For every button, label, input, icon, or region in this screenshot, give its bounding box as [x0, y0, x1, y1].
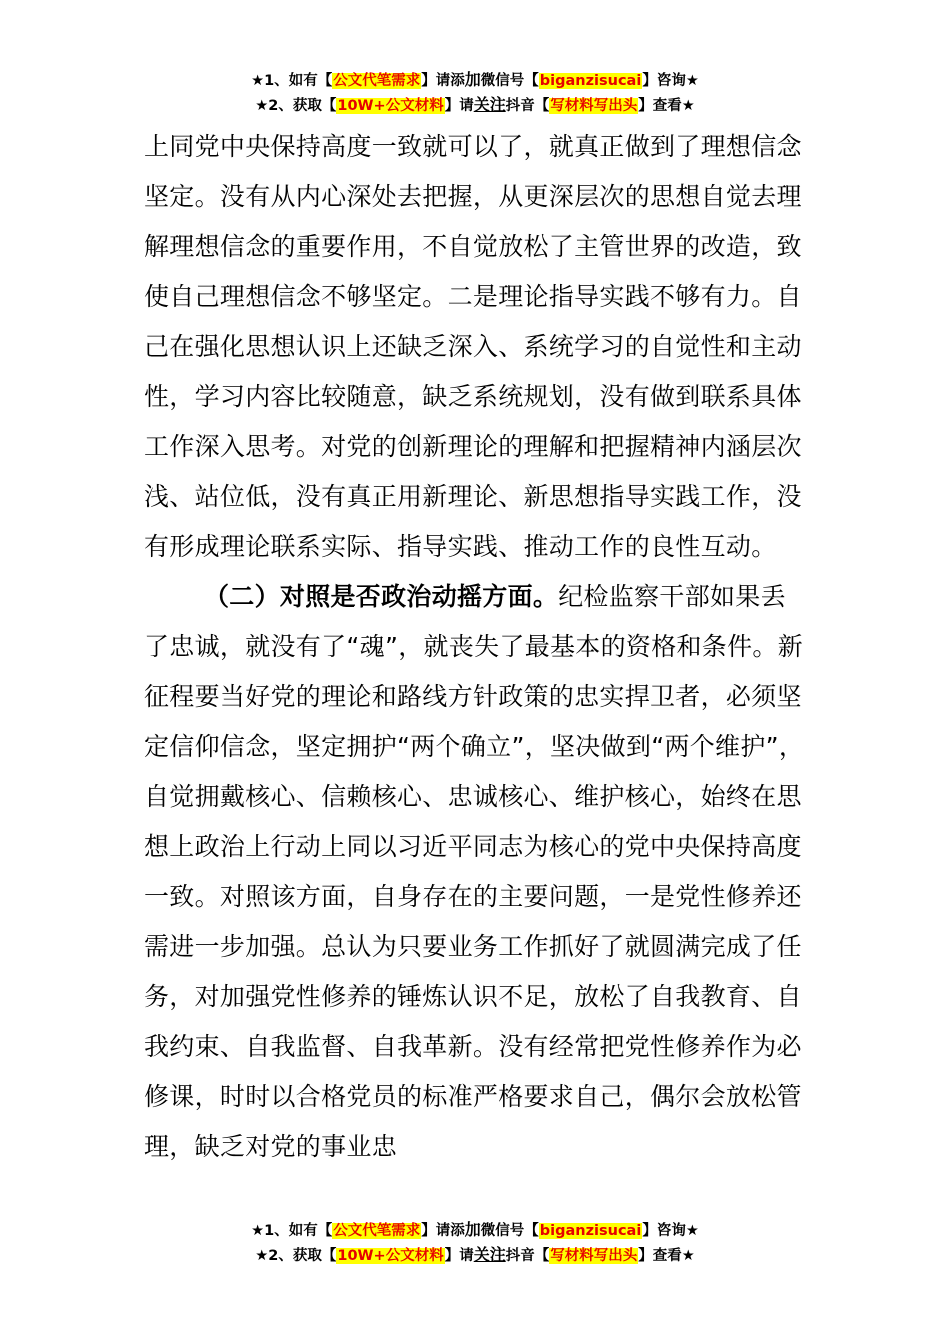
paragraph-text: 纪检监察干部如果丢了忠诚，就没有了“魂”，就丧失了最基本的资格和条件。新征程要当好党的理论和路线方针政策的忠实捍卫者，必须坚定信仰信念，坚定拥护“两个确立”，坚决做到“两个维护”，自觉拥戴核心、信赖核心、忠诚核心、维护核心，始终在思想上政治上行动上同以习近平同志为核心的党中央保持高度一致。对照该方面，自身存在的主要问题，一是党性修养还需进一步加强。总认为只要业务工作抓好了就圆满完成了任务，对加强党性修养的锤炼认识不足，放松了自我教育、自我约束、自我监督、自我革新。没有经常把党性修养作为必修课，时时以合格党员的标准严格要求自己，偶尔会放松管理，缺乏对党的事业忠 — [144, 582, 805, 1161]
paragraph — [144, 572, 809, 1172]
banner-line-2 — [0, 93, 950, 118]
banner-highlight-douyin: 写材料写出头 — [550, 98, 638, 114]
banner-text: ★2、获取【 — [255, 98, 337, 114]
banner-highlight-wechat: biganzisucai — [539, 73, 642, 89]
banner-text: 】咨询★ — [642, 73, 699, 89]
paragraph: 上同党中央保持高度一致就可以了，就真正做到了理想信念坚定。没有从内心深处去把握，从更深层次的思想自觉去理解理想信念的重要作用，不自觉放松了主管世界的改造，致使自己理想信念不够坚定。二是理论指导实践不够有力。自己在强化思想认识上还缺乏深入、系统学习的自觉性和主动性，学习内容比较随意，缺乏系统规划，没有做到联系具体工作深入思考。对党的创新理论的理解和把握精神内涵层次浅、站位低，没有真正用新理论、新思想指导实践工作，没有形成理论联系实际、指导实践、推动工作的良性互动。 — [144, 132, 802, 561]
banner-text: 】咨询★ — [642, 1223, 699, 1239]
banner-emphasis: 加 — [464, 70, 481, 89]
banner-text: 微信号【 — [480, 73, 539, 89]
banner-text: ★2、获取【 — [255, 1248, 337, 1264]
banner-emphasis: 关注 — [473, 1245, 506, 1264]
banner-emphasis: 加 — [464, 1220, 481, 1239]
banner-text: 】请添 — [421, 1223, 465, 1239]
banner-text: 】查看★ — [638, 98, 695, 114]
banner-highlight-wechat: biganzisucai — [539, 1223, 642, 1239]
banner-highlight: 公文代笔需求 — [333, 73, 421, 89]
banner-text: 】请 — [444, 1248, 474, 1264]
banner-text: 】请 — [444, 98, 474, 114]
footer-banner — [0, 1218, 950, 1268]
header-banner — [0, 68, 950, 118]
banner-highlight-douyin: 写材料写出头 — [550, 1248, 638, 1264]
banner-line-2 — [0, 1243, 950, 1268]
banner-text: 抖音【 — [505, 98, 550, 114]
banner-line-1 — [0, 68, 950, 93]
banner-text: ★1、如有【 — [251, 1223, 333, 1239]
banner-text: 】查看★ — [638, 1248, 695, 1264]
banner-text: ★1、如有【 — [251, 73, 333, 89]
banner-text: 微信号【 — [480, 1223, 539, 1239]
banner-line-1 — [0, 1218, 950, 1243]
banner-text: 抖音【 — [505, 1248, 550, 1264]
banner-highlight: 10W+公文材料 — [337, 1248, 444, 1264]
section-heading: （二）对照是否政治动摇方面。 — [204, 582, 559, 611]
document-body — [144, 122, 809, 1172]
banner-emphasis: 关注 — [473, 95, 506, 114]
banner-highlight: 10W+公文材料 — [337, 98, 444, 114]
banner-highlight: 公文代笔需求 — [333, 1223, 421, 1239]
banner-text: 】请添 — [421, 73, 465, 89]
